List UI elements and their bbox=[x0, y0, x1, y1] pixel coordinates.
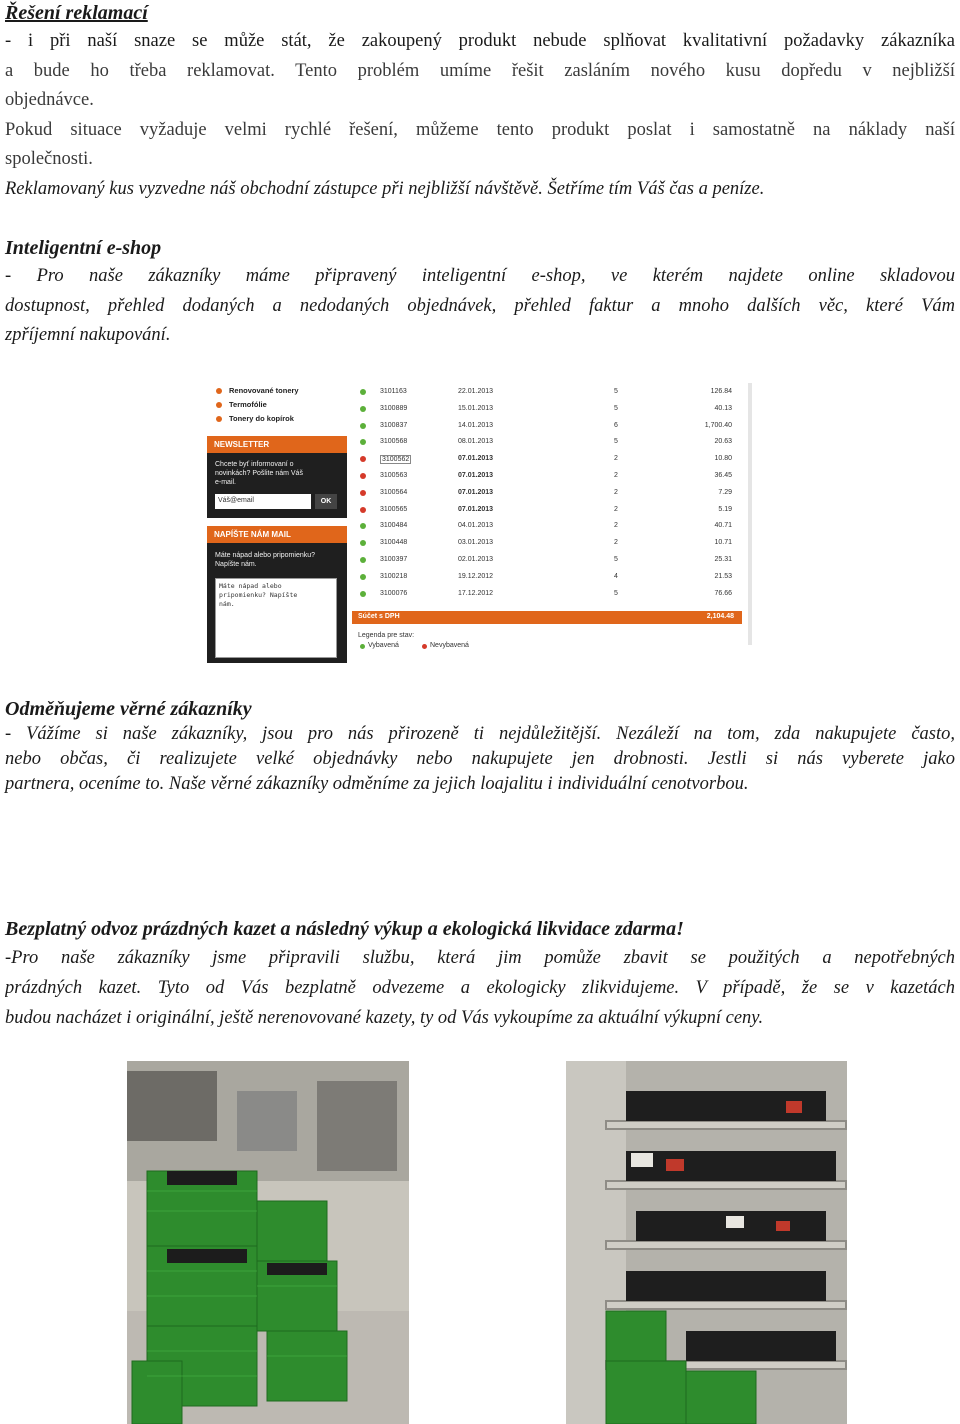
order-id[interactable]: 3100562 bbox=[382, 456, 410, 464]
order-qty: 2 bbox=[614, 488, 618, 496]
order-date: 03.01.2013 bbox=[458, 539, 494, 547]
status-dot-icon bbox=[360, 473, 366, 479]
order-date: 07.01.2013 bbox=[458, 472, 494, 479]
status-dot-icon bbox=[360, 540, 366, 546]
order-qty: 2 bbox=[614, 505, 618, 513]
table-row[interactable] bbox=[352, 469, 742, 484]
order-price: 1,700.40 bbox=[704, 421, 732, 429]
orders-table: 3101163 22.01.2013 5 126.84 3100889 15.01.2013 5 40.13 3100837 14.01.2013 6 1,700.40 3100568 08.01.2013 5 20.63 3100562 07.01.2013 2 10.80 3100563 07.01.2013 2 36.45 3100564 07.01.2013 2 7.29 3100565 07.01.2013 2 5.19 3100484 04.01.2013 2 40.71 3100448 03.01.2013 2 10.71 3100397 02.01.2013 5 25.31 3100218 19.12.2012 4 21.53 3100076 17.12.2012 5 76.66 Súčet s DPH 2,104.48 Legenda pre stav: Vybavená Nevybavená bbox=[352, 383, 747, 663]
table-row[interactable] bbox=[352, 570, 742, 585]
order-qty: 2 bbox=[614, 539, 618, 547]
order-price: 20.63 bbox=[714, 438, 732, 446]
paragraph-line: Reklamovaný kus vyzvedne náš obchodní zástupce při nejbližší návštěvě. Šetříme tím Váš čas a peníze. bbox=[5, 179, 765, 199]
order-qty: 5 bbox=[614, 388, 618, 395]
status-dot-icon bbox=[360, 456, 366, 462]
paragraph-line: zpříjemní nakupování. bbox=[5, 325, 171, 345]
order-qty: 5 bbox=[614, 404, 618, 412]
order-id[interactable]: 3100564 bbox=[380, 488, 408, 496]
status-dot-icon bbox=[360, 507, 366, 513]
section-title-recycling: Bezplatný odvoz prázdných kazet a následný výkup a ekologická likvidace zdarma! bbox=[5, 918, 684, 940]
menu-item-termofolie[interactable]: Termofólie bbox=[207, 399, 347, 413]
order-qty: 4 bbox=[614, 572, 618, 580]
paragraph-line: objednávce. bbox=[5, 90, 94, 110]
mail-heading: NAPÍŠTE NÁM MAIL bbox=[207, 526, 347, 543]
section-title-eshop: Inteligentní e-shop bbox=[5, 237, 162, 259]
status-dot-icon bbox=[360, 423, 366, 429]
order-price: 25.31 bbox=[714, 556, 732, 563]
eshop-screenshot bbox=[207, 383, 755, 663]
paragraph-line: a bude ho třeba reklamovat. Tento problém umíme řešit zasláním nového kusu dopředu v nejbližší bbox=[5, 61, 955, 81]
order-price: 21.53 bbox=[714, 572, 732, 580]
paragraph-line: prázdných kazet. Tyto od Vás bezplatně odvezeme a ekologicky zlikvidujeme. V případě, že se v kazetách bbox=[5, 978, 955, 998]
newsletter-email-input[interactable]: Váš@email bbox=[215, 494, 311, 509]
menu-item-copier-toners[interactable]: Tonery do kopírok bbox=[207, 413, 347, 427]
bullet-icon bbox=[216, 402, 222, 408]
order-id[interactable]: 3100889 bbox=[380, 404, 408, 412]
table-row[interactable] bbox=[352, 452, 742, 467]
order-qty: 2 bbox=[614, 522, 618, 530]
order-date: 07.01.2013 bbox=[458, 488, 494, 496]
section-title-reklamace: Řešení reklamací bbox=[5, 2, 148, 24]
order-price: 76.66 bbox=[714, 589, 732, 597]
sum-value: 2,104.48 bbox=[706, 613, 734, 620]
order-id[interactable]: 3100563 bbox=[380, 472, 408, 479]
table-row[interactable] bbox=[352, 519, 742, 534]
table-row[interactable] bbox=[352, 435, 742, 450]
order-date: 02.01.2013 bbox=[458, 556, 494, 563]
status-dot-icon bbox=[360, 557, 366, 563]
warehouse-shelves-photo bbox=[566, 1061, 847, 1424]
order-date: 04.01.2013 bbox=[458, 522, 494, 530]
status-dot-icon bbox=[360, 523, 366, 529]
paragraph-line: dostupnost, přehled dodaných a nedodaných objednávek, přehled faktur a mnoho dalších věc, které Vám bbox=[5, 296, 955, 316]
order-id[interactable]: 3100837 bbox=[380, 421, 408, 429]
table-row[interactable] bbox=[352, 553, 742, 568]
menu-item-toners[interactable]: Renovované tonery bbox=[207, 385, 347, 399]
order-qty: 5 bbox=[614, 556, 618, 563]
bullet-icon bbox=[216, 388, 222, 394]
mail-panel bbox=[207, 526, 347, 663]
order-id[interactable]: 3100568 bbox=[380, 438, 408, 446]
sum-label: Súčet s DPH bbox=[358, 613, 400, 620]
order-id[interactable]: 3100448 bbox=[380, 539, 408, 547]
status-dot-icon bbox=[360, 389, 366, 395]
status-dot-icon bbox=[360, 439, 366, 445]
newsletter-heading: NEWSLETTER bbox=[207, 436, 347, 453]
status-dot-icon bbox=[360, 591, 366, 597]
legend-dot-icon bbox=[422, 644, 427, 649]
warehouse-crates-photo bbox=[127, 1061, 409, 1424]
order-date: 17.12.2012 bbox=[458, 589, 494, 597]
order-id[interactable]: 3101163 bbox=[380, 388, 407, 395]
table-row[interactable] bbox=[352, 385, 742, 400]
bullet-icon bbox=[216, 416, 222, 422]
order-date: 15.01.2013 bbox=[458, 404, 494, 412]
order-qty: 2 bbox=[614, 455, 618, 463]
order-price: 10.80 bbox=[714, 455, 732, 463]
order-price: 5.19 bbox=[718, 505, 732, 513]
legend-dot-icon bbox=[360, 644, 365, 649]
order-price: 7.29 bbox=[718, 488, 732, 496]
table-row[interactable] bbox=[352, 486, 742, 501]
paragraph-line: partnera, oceníme to. Naše věrné zákazníky odměníme za jejich loajalitu i individuální cenotvorbou. bbox=[5, 774, 749, 794]
paragraph-line: - i při naší snaze se může stát, že zakoupený produkt nebude splňovat kvalitativní požadavky zákazníka bbox=[5, 31, 955, 51]
paragraph-line: Pokud situace vyžaduje velmi rychlé řešení, můžeme tento produkt poslat i samostatně na náklady naší bbox=[5, 120, 955, 140]
eshop-sidebar bbox=[207, 383, 347, 663]
status-dot-icon bbox=[360, 574, 366, 580]
status-dot-icon bbox=[360, 490, 366, 496]
paragraph-line: společnosti. bbox=[5, 149, 93, 169]
table-row[interactable] bbox=[352, 402, 742, 417]
order-price: 40.71 bbox=[714, 522, 732, 530]
newsletter-panel bbox=[207, 436, 347, 518]
paragraph-line: -Pro naše zákazníky jsme připravili službu, která jim pomůže zbavit se použitých a nepotřebných bbox=[5, 948, 955, 968]
table-row[interactable] bbox=[352, 536, 742, 551]
status-dot-icon bbox=[360, 406, 366, 412]
section-title-loyalty: Odměňujeme věrné zákazníky bbox=[5, 698, 252, 720]
order-date: 07.01.2013 bbox=[458, 455, 494, 463]
paragraph-line: budou nacházet i originální, ještě nerenovované kazety, ty od Vás vykoupíme za aktuální výkupní ceny. bbox=[5, 1008, 764, 1028]
order-qty: 2 bbox=[614, 472, 618, 479]
order-price: 36.45 bbox=[714, 472, 732, 479]
order-price: 10.71 bbox=[714, 539, 732, 547]
order-price: 40.13 bbox=[714, 404, 732, 412]
sum-row bbox=[352, 611, 742, 624]
mail-message-textarea[interactable]: Máte nápad alebo pripomienku? Napíšte nám. bbox=[215, 578, 337, 658]
order-date: 19.12.2012 bbox=[458, 572, 494, 580]
order-date: 07.01.2013 bbox=[458, 505, 494, 513]
order-id[interactable]: 3100218 bbox=[380, 572, 408, 580]
order-id[interactable]: 3100484 bbox=[380, 522, 408, 530]
order-qty: 5 bbox=[614, 438, 618, 446]
order-id[interactable]: 3100076 bbox=[380, 589, 408, 597]
order-date: 08.01.2013 bbox=[458, 438, 494, 446]
scrollbar[interactable] bbox=[748, 383, 752, 645]
order-price: 126.84 bbox=[710, 388, 732, 395]
table-row[interactable] bbox=[352, 587, 742, 602]
paragraph-line: - Pro naše zákazníky máme připravený inteligentní e-shop, ve kterém najdete online skladovou bbox=[5, 266, 955, 286]
paragraph-line: nebo občas, či realizujete velké objednávky nebo nakupujete jen drobnosti. Jestli si nás vyberete jako bbox=[5, 749, 955, 769]
order-qty: 5 bbox=[614, 589, 618, 597]
order-date: 14.01.2013 bbox=[458, 421, 494, 429]
paragraph-line: - Vážíme si naše zákazníky, jsou pro nás přirozeně ti nejdůležitější. Nezáleží na tom, zda nakupujete často, bbox=[5, 724, 955, 744]
order-qty: 6 bbox=[614, 421, 618, 429]
table-row[interactable] bbox=[352, 419, 742, 434]
mail-text: Máte nápad alebo pripomienku? Napíšte nám. bbox=[215, 552, 316, 568]
legend-title: Legenda pre stav: bbox=[358, 632, 415, 639]
order-id[interactable]: 3100397 bbox=[380, 556, 408, 563]
order-date: 22.01.2013 bbox=[458, 388, 494, 395]
table-row[interactable] bbox=[352, 503, 742, 518]
order-id[interactable]: 3100565 bbox=[380, 505, 408, 513]
newsletter-text: Chcete byť informovaní o novinkách? Pošlite nám Váš e-mail. bbox=[215, 461, 303, 486]
newsletter-ok-button[interactable]: OK bbox=[315, 494, 337, 509]
